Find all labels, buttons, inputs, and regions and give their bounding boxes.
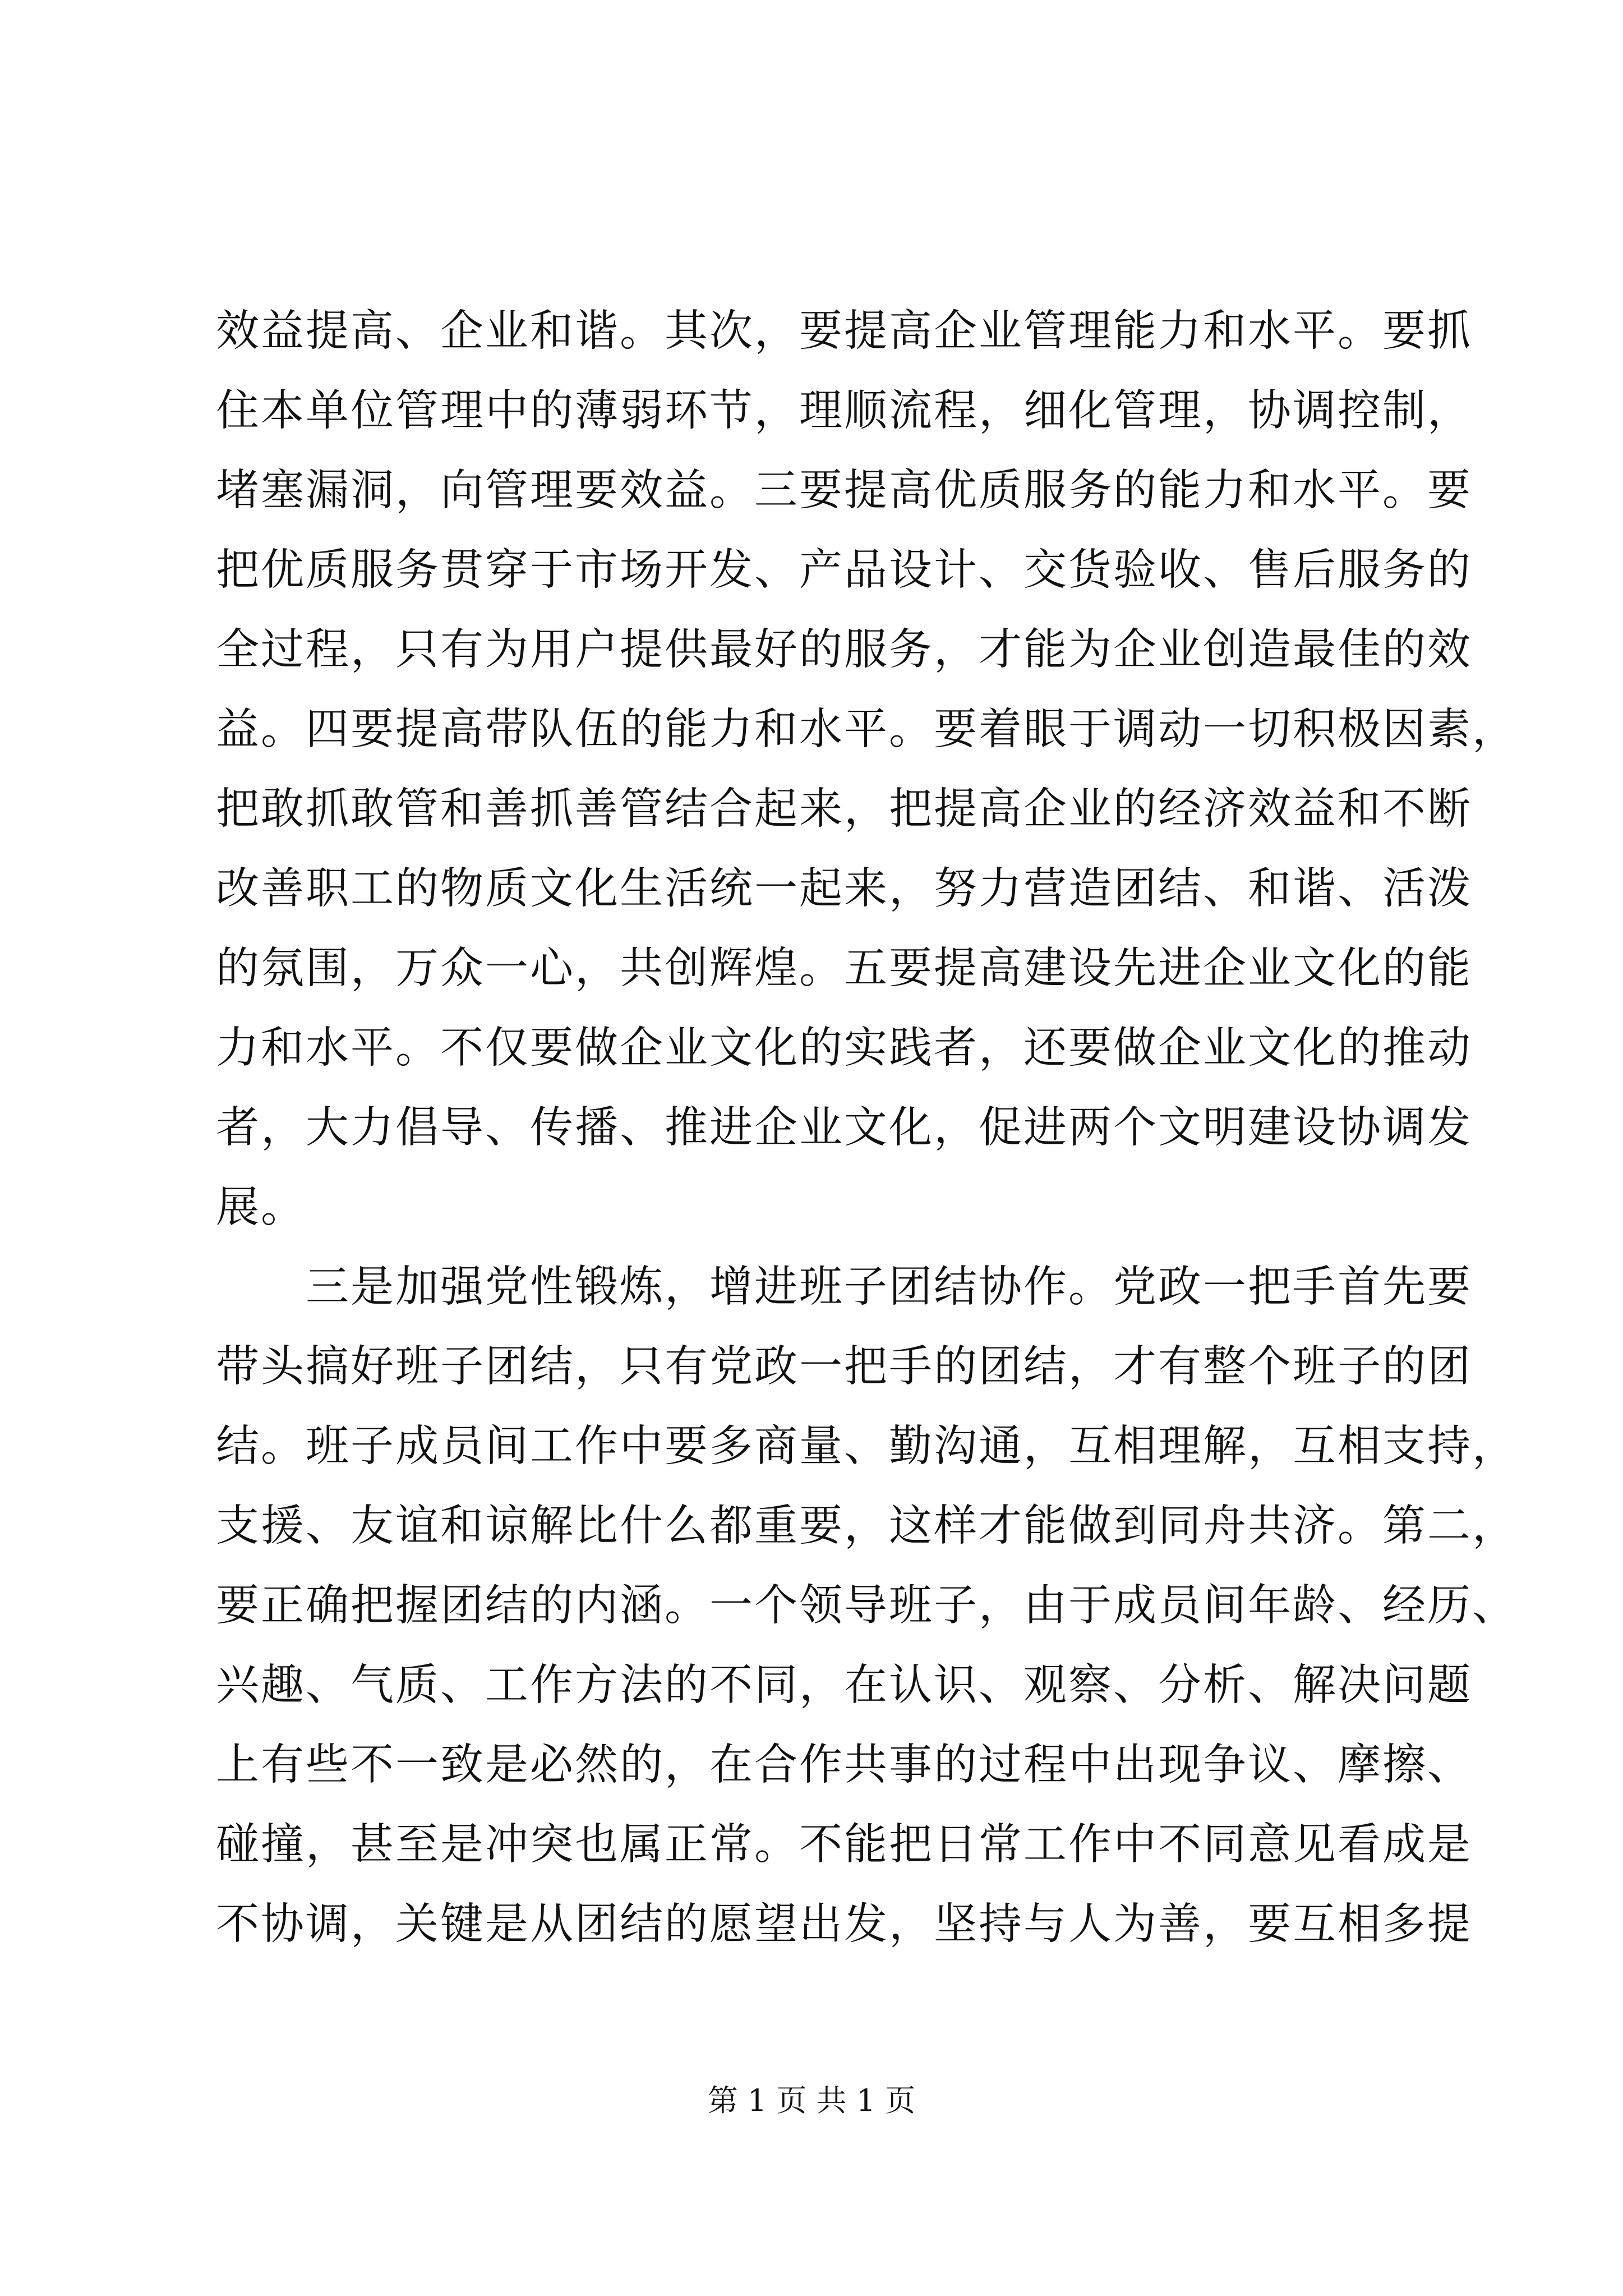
text-line: 力和水平。不仅要做企业文化的实践者，还要做企业文化的推动 — [216, 1023, 1472, 1073]
text-line: 把敢抓敢管和善抓善管结合起来，把提高企业的经济效益和不断 — [216, 784, 1472, 834]
text-line-paragraph-start: 三是加强党性锻炼，增进班子团结协作。党政一把手首先要 — [306, 1262, 1472, 1312]
text-line: 住本单位管理中的薄弱环节，理顺流程，细化管理，协调控制， — [216, 386, 1472, 436]
text-line: 全过程，只有为用户提供最好的服务，才能为企业创造最佳的效 — [216, 625, 1472, 675]
text-line-paragraph-end: 展。 — [216, 1182, 306, 1232]
text-line: 支援、友谊和谅解比什么都重要，这样才能做到同舟共济。第二， — [216, 1501, 1517, 1551]
text-line: 把优质服务贯穿于市场开发、产品设计、交货验收、售后服务的 — [216, 545, 1472, 595]
text-line: 兴趣、气质、工作方法的不同，在认识、观察、分析、解决问题 — [216, 1660, 1472, 1710]
body-text — [216, 292, 1517, 1964]
text-line: 不协调，关键是从团结的愿望出发，坚持与人为善，要互相多提 — [216, 1899, 1472, 1949]
text-line: 益。四要提高带队伍的能力和水平。要着眼于调动一切积极因素， — [216, 705, 1517, 754]
text-line: 堵塞漏洞，向管理要效益。三要提高优质服务的能力和水平。要 — [216, 466, 1472, 516]
text-line: 改善职工的物质文化生活统一起来，努力营造团结、和谐、活泼 — [216, 864, 1472, 914]
text-line: 上有些不一致是必然的，在合作共事的过程中出现争议、摩擦、 — [216, 1740, 1472, 1790]
text-line: 要正确把握团结的内涵。一个领导班子，由于成员间年龄、经历、 — [216, 1581, 1517, 1631]
text-line: 碰撞，甚至是冲突也属正常。不能把日常工作中不同意见看成是 — [216, 1820, 1472, 1870]
text-line: 效益提高、企业和谐。其次，要提高企业管理能力和水平。要抓 — [216, 306, 1472, 356]
page-number-footer: 第 1 页 共 1 页 — [707, 2083, 916, 2118]
text-line: 结。班子成员间工作中要多商量、勤沟通，互相理解，互相支持， — [216, 1421, 1517, 1471]
text-line: 者，大力倡导、传播、推进企业文化，促进两个文明建设协调发 — [216, 1103, 1472, 1153]
text-line: 的氛围，万众一心，共创辉煌。五要提高建设先进企业文化的能 — [216, 944, 1472, 993]
text-line: 带头搞好班子团结，只有党政一把手的团结，才有整个班子的团 — [216, 1342, 1472, 1392]
